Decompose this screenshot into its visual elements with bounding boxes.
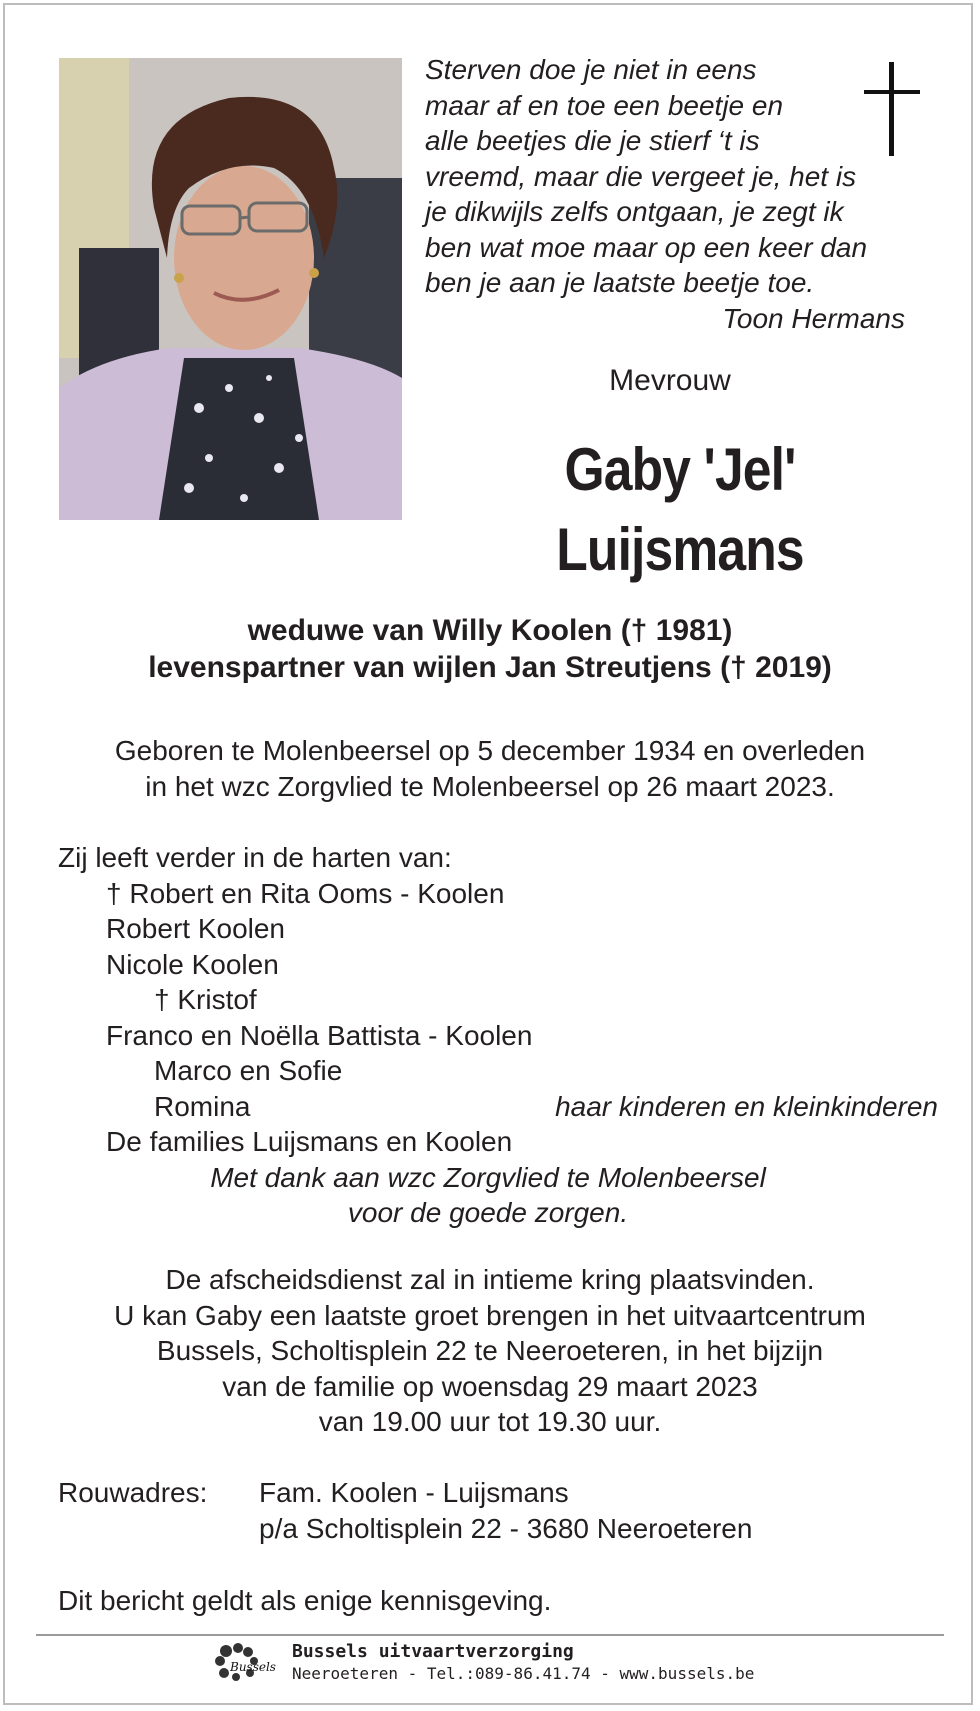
thanks-line: voor de goede zorgen. xyxy=(347,1197,629,1228)
list-item: † Kristof xyxy=(154,984,257,1015)
honorific-title: Mevrouw xyxy=(609,364,731,397)
poem-line: vreemd, maar die vergeet je, het is xyxy=(425,160,857,192)
survivors-list xyxy=(58,840,938,1231)
logo-text: Bussels xyxy=(230,1660,276,1674)
deceased-last-name: Luijsmans xyxy=(556,516,804,583)
company-name: Bussels uitvaartverzorging xyxy=(292,1641,574,1662)
list-item-label: Romina xyxy=(154,1090,251,1122)
company-contact: Neeroeteren - Tel.:089-86.41.74 - www.bussels.be xyxy=(292,1664,755,1683)
poem-line: maar af en toe een beetje en xyxy=(425,89,784,121)
poem-line: ben je aan je laatste beetje toe. xyxy=(425,267,815,298)
service-line: De afscheidsdienst zal in intieme kring plaatsvinden. xyxy=(165,1264,815,1295)
survivors-intro: Zij leeft verder in de harten van: xyxy=(58,842,452,873)
list-item xyxy=(58,1089,938,1125)
list-item: Robert Koolen xyxy=(106,913,286,944)
birth-death-line: Geboren te Molenbeersel op 5 december 1934 en overleden xyxy=(114,735,866,766)
portrait-photo xyxy=(59,58,402,520)
footer xyxy=(292,1641,754,1685)
cross-icon xyxy=(864,62,920,156)
service-line: van de familie op woensdag 29 maart 2023 xyxy=(222,1370,758,1402)
portrait-illustration xyxy=(59,58,402,520)
poem-line: je dikwijls zelfs ontgaan, je zegt ik xyxy=(425,196,844,227)
service-line: van 19.00 uur tot 19.30 uur. xyxy=(318,1406,662,1437)
footer-divider xyxy=(36,1634,944,1636)
list-item: Franco en Noëlla Battista - Koolen xyxy=(106,1019,533,1051)
list-item: Marco en Sofie xyxy=(154,1055,343,1086)
list-item: De families Luijsmans en Koolen xyxy=(106,1126,513,1157)
service-line: Bussels, Scholtisplein 22 te Neeroeteren, in het bijzijn xyxy=(156,1335,824,1366)
poem-line: alle beetjes die je stierf ‘t is xyxy=(425,125,760,156)
relations xyxy=(0,612,980,686)
list-item: † Robert en Rita Ooms - Koolen xyxy=(106,877,505,909)
address-line: Fam. Koolen - Luijsmans xyxy=(259,1477,569,1508)
relation-line: levenspartner van wijlen Jan Streutjens († 2019) xyxy=(148,651,832,684)
poem xyxy=(425,52,925,336)
relation-line: weduwe van Willy Koolen († 1981) xyxy=(247,614,733,647)
service-line: U kan Gaby een laatste groet brengen in het uitvaartcentrum xyxy=(114,1299,866,1331)
poem-author: Toon Hermans xyxy=(722,302,905,334)
address-label: Rouwadres: xyxy=(58,1477,208,1508)
birth-death-info xyxy=(0,733,980,804)
deceased-name xyxy=(499,430,860,590)
birth-death-line: in het wzc Zorgvlied te Molenbeersel op 26 maart 2023. xyxy=(145,770,835,802)
deceased-first-name: Gaby 'Jel' xyxy=(564,436,796,503)
group-label: haar kinderen en kleinkinderen xyxy=(555,1090,938,1122)
company-logo xyxy=(210,1641,280,1685)
list-item: Nicole Koolen xyxy=(106,948,279,980)
service-info xyxy=(0,1262,980,1440)
poem-line: Sterven doe je niet in eens xyxy=(425,54,757,85)
poem-line: ben wat moe maar op een keer dan xyxy=(425,231,868,263)
notice-text: Dit bericht geldt als enige kennisgeving. xyxy=(58,1585,552,1616)
thanks-line: Met dank aan wzc Zorgvlied te Molenbeersel xyxy=(210,1161,766,1193)
address-line: p/a Scholtisplein 22 - 3680 Neeroeteren xyxy=(259,1512,753,1544)
